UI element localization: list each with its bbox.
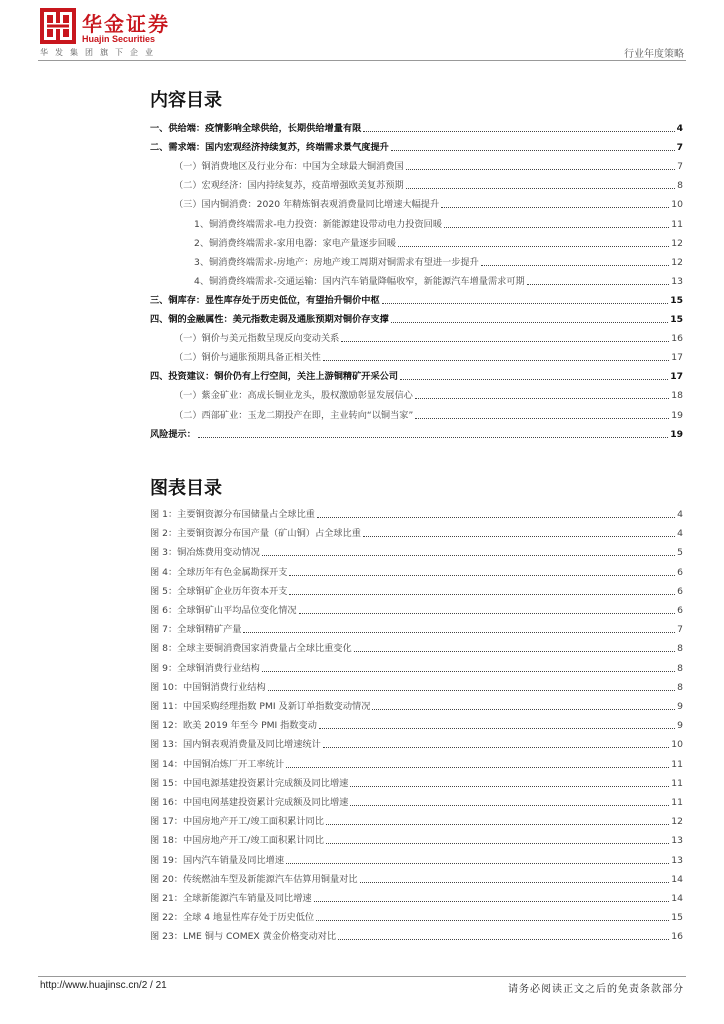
toc-entry-label: 图 23：LME 铜与 COMEX 黄金价格变动对比 — [150, 931, 337, 943]
logo-text-en: Huajin Securities — [82, 34, 156, 44]
toc-entry-page: 8 — [677, 643, 683, 655]
contents-toc-entry[interactable] — [150, 386, 683, 402]
toc-entry-page: 19 — [670, 428, 683, 440]
toc-entry-label: 图 21：全球新能源汽车销量及同比增速 — [150, 893, 312, 904]
figure-toc-entry[interactable] — [150, 582, 683, 598]
figure-toc-entry[interactable] — [150, 870, 683, 886]
toc-entry-label: （二）宏观经济：国内持续复苏，疫苗增强欧美复苏预期 — [174, 180, 404, 192]
figure-toc-entry[interactable] — [150, 659, 683, 675]
toc-entry-page: 6 — [677, 585, 683, 597]
company-logo — [40, 8, 170, 44]
figure-toc-entry[interactable] — [150, 851, 683, 867]
toc-leader-dots — [444, 227, 669, 228]
contents-toc-entry[interactable] — [150, 348, 683, 364]
figures-title: 图表目录 — [150, 478, 222, 499]
toc-entry-page: 14 — [671, 873, 683, 885]
figure-toc-entry[interactable] — [150, 524, 683, 540]
toc-entry-label: 图 10：中国铜消费行业结构 — [150, 681, 266, 693]
toc-entry-label: 图 15：中国电源基建投资累计完成额及同比增速 — [150, 777, 349, 789]
toc-entry-label: （一）铜消费地区及行业分布：中国为全球最大铜消费国 — [174, 161, 404, 173]
toc-entry-label: 图 22：全球 4 地显性库存处于历史低位 — [150, 912, 315, 924]
toc-leader-dots — [323, 360, 669, 361]
toc-leader-dots — [406, 169, 675, 170]
toc-leader-dots — [268, 690, 675, 691]
toc-entry-page: 6 — [677, 566, 683, 578]
toc-entry-page: 4 — [677, 509, 683, 520]
report-type: 行业年度策略 — [624, 49, 684, 60]
figure-toc-entry[interactable] — [150, 620, 683, 636]
toc-leader-dots — [372, 709, 675, 710]
toc-entry-label: 图 9：全球铜消费行业结构 — [150, 662, 260, 674]
toc-entry-label: 风险提示： — [150, 428, 196, 440]
figure-toc-entry[interactable] — [150, 889, 683, 905]
toc-leader-dots — [289, 575, 675, 576]
toc-entry-label: 四、铜的金融属性：美元指数走弱及通胀预期对铜价存支撑 — [150, 314, 389, 325]
toc-entry-label: 图 16：中国电网基建投资累计完成额及同比增速 — [150, 797, 349, 808]
toc-entry-page: 7 — [676, 142, 683, 154]
toc-entry-page: 18 — [671, 390, 683, 402]
toc-entry-page: 4 — [677, 528, 683, 540]
toc-entry-label: 3、铜消费终端需求-房地产：房地产竣工周期对铜需求有望进一步提升 — [194, 256, 479, 268]
contents-title: 内容目录 — [150, 90, 222, 111]
toc-leader-dots — [341, 341, 669, 342]
toc-entry-page: 11 — [671, 777, 683, 789]
toc-leader-dots — [406, 188, 675, 189]
figure-toc-entry[interactable] — [150, 927, 683, 943]
toc-entry-label: 四、投资建议：铜价仍有上行空间，关注上游铜精矿开采公司 — [150, 371, 399, 383]
footer-url[interactable]: http://www.huajinsc.cn/2 / 21 — [40, 980, 167, 991]
footer-divider — [38, 976, 686, 977]
toc-leader-dots — [317, 517, 675, 518]
toc-entry-label: 图 14：中国铜冶炼厂开工率统计 — [150, 758, 285, 770]
toc-entry-label: 一、供给端：疫情影响全球供给，长期供给增量有限 — [150, 123, 362, 134]
toc-entry-page: 6 — [677, 605, 683, 616]
toc-entry-label: 4、铜消费终端需求-交通运输：国内汽车销量降幅收窄，新能源汽车增量需求可期 — [194, 275, 525, 287]
footer-disclaimer: 请务必阅读正文之后的免责条款部分 — [508, 984, 684, 995]
figure-toc-entry[interactable] — [150, 774, 683, 790]
figure-toc-entry[interactable] — [150, 755, 683, 771]
toc-entry-label: 图 6：全球铜矿山平均品位变化情况 — [150, 605, 297, 616]
toc-entry-page: 12 — [671, 256, 683, 268]
toc-entry-page: 12 — [671, 237, 683, 249]
toc-entry-label: 图 3：铜冶炼费用变动情况 — [150, 547, 260, 559]
figure-toc-entry[interactable] — [150, 678, 683, 694]
toc-entry-label: （三）国内铜消费：2020 年精炼铜表观消费量同比增速大幅提升 — [174, 199, 440, 211]
toc-entry-page: 7 — [677, 624, 683, 636]
company-subtitle: 华发集团旗下企业 — [40, 48, 160, 57]
toc-entry-page: 15 — [670, 314, 683, 325]
contents-toc-entry[interactable] — [150, 119, 683, 135]
toc-leader-dots — [326, 824, 669, 825]
toc-leader-dots — [398, 246, 669, 247]
toc-entry-page: 13 — [671, 275, 683, 287]
toc-entry-label: 图 7：全球铜精矿产量 — [150, 624, 242, 636]
toc-leader-dots — [415, 418, 669, 419]
toc-entry-page: 16 — [671, 931, 683, 943]
contents-toc-entry[interactable] — [150, 138, 683, 154]
toc-entry-label: 图 1：主要铜资源分布国储量占全球比重 — [150, 509, 315, 520]
toc-entry-label: （一）紫金矿业：高成长铜业龙头，股权激励彰显发展信心 — [174, 390, 413, 402]
toc-entry-label: 三、铜库存：显性库存处于历史低位，有望抬升铜价中枢 — [150, 294, 380, 306]
toc-leader-dots — [481, 265, 670, 266]
figure-toc-entry[interactable] — [150, 735, 683, 751]
logo-mark-icon — [40, 8, 76, 44]
figure-toc-entry[interactable] — [150, 639, 683, 655]
toc-entry-page: 8 — [677, 662, 683, 674]
toc-entry-label: 2、铜消费终端需求-家用电器：家电产量逐步回暖 — [194, 237, 397, 249]
toc-entry-label: 二、需求端：国内宏观经济持续复苏，终端需求景气度提升 — [150, 142, 389, 154]
toc-entry-page: 19 — [671, 409, 683, 421]
figure-toc-entry[interactable] — [150, 543, 683, 559]
toc-entry-page: 16 — [671, 333, 683, 345]
contents-toc-entry[interactable] — [150, 291, 683, 307]
toc-entry-page: 17 — [671, 352, 683, 364]
toc-entry-page: 7 — [677, 161, 683, 173]
contents-toc-entry[interactable] — [150, 253, 683, 269]
toc-leader-dots — [289, 594, 675, 595]
toc-entry-page: 10 — [671, 739, 683, 751]
contents-toc-entry[interactable] — [150, 425, 683, 441]
toc-leader-dots — [286, 863, 669, 864]
contents-toc-entry[interactable] — [150, 272, 683, 288]
toc-entry-page: 14 — [671, 893, 683, 904]
toc-entry-page: 9 — [677, 720, 683, 732]
toc-entry-label: 1、铜消费终端需求-电力投资：新能源建设带动电力投资回暖 — [194, 218, 443, 230]
toc-entry-page: 8 — [677, 681, 683, 693]
contents-toc-entry[interactable] — [150, 157, 683, 173]
toc-leader-dots — [527, 284, 670, 285]
contents-toc-entry[interactable] — [150, 215, 683, 231]
toc-leader-dots — [354, 651, 675, 652]
contents-toc-entry[interactable] — [150, 234, 683, 250]
toc-leader-dots — [350, 786, 669, 787]
toc-entry-label: （一）铜价与美元指数呈现反向变动关系 — [174, 333, 340, 345]
page-header — [0, 0, 724, 64]
toc-leader-dots — [326, 843, 669, 844]
toc-entry-page: 11 — [671, 218, 683, 230]
toc-entry-label: 图 8：全球主要铜消费国家消费量占全球比重变化 — [150, 643, 352, 655]
toc-leader-dots — [441, 207, 669, 208]
figure-toc-entry[interactable] — [150, 697, 683, 713]
toc-entry-page: 11 — [671, 797, 683, 808]
toc-entry-label: （二）铜价与通胀预期具备正相关性 — [174, 352, 321, 364]
toc-leader-dots — [363, 536, 675, 537]
contents-toc-entry[interactable] — [150, 310, 683, 326]
toc-entry-page: 11 — [671, 758, 683, 770]
figure-toc-entry[interactable] — [150, 793, 683, 809]
toc-leader-dots — [262, 555, 675, 556]
toc-leader-dots — [363, 131, 674, 132]
toc-leader-dots — [286, 767, 669, 768]
toc-leader-dots — [198, 437, 668, 438]
header-divider — [38, 60, 686, 61]
figure-toc-entry[interactable] — [150, 716, 683, 732]
toc-leader-dots — [243, 632, 675, 633]
toc-leader-dots — [319, 728, 675, 729]
toc-entry-label: 图 12：欧美 2019 年至今 PMI 指数变动 — [150, 720, 317, 732]
toc-entry-label: 图 13：国内铜表观消费量及同比增速统计 — [150, 739, 321, 751]
toc-leader-dots — [338, 939, 669, 940]
toc-entry-page: 4 — [676, 123, 683, 134]
logo-text-cn: 华金证券 — [82, 12, 170, 36]
toc-entry-label: 图 2：主要铜资源分布国产量（矿山铜）占全球比重 — [150, 528, 361, 540]
contents-toc-entry[interactable] — [150, 176, 683, 192]
figure-toc-entry[interactable] — [150, 505, 683, 521]
toc-entry-label: 图 4：全球历年有色金属勘探开支 — [150, 566, 288, 578]
toc-entry-page: 12 — [671, 816, 683, 828]
toc-leader-dots — [400, 379, 668, 380]
toc-entry-label: 图 5：全球铜矿企业历年资本开支 — [150, 585, 288, 597]
toc-leader-dots — [299, 613, 676, 614]
toc-entry-page: 9 — [677, 701, 683, 712]
toc-entry-label: 图 19：国内汽车销量及同比增速 — [150, 854, 285, 866]
toc-entry-page: 8 — [677, 180, 683, 192]
toc-leader-dots — [391, 322, 668, 323]
toc-entry-label: 图 20：传统燃油车型及新能源汽车估算用铜量对比 — [150, 873, 358, 885]
toc-entry-label: 图 18：中国房地产开工/竣工面积累计同比 — [150, 835, 324, 847]
toc-leader-dots — [314, 901, 670, 902]
figure-toc-entry[interactable] — [150, 563, 683, 579]
toc-leader-dots — [415, 398, 669, 399]
toc-entry-page: 15 — [671, 912, 683, 924]
toc-entry-label: （二）西部矿业：玉龙二期投产在即，主业转向“以铜当家” — [174, 409, 414, 421]
toc-leader-dots — [391, 150, 675, 151]
figure-toc-entry[interactable] — [150, 812, 683, 828]
contents-toc-entry[interactable] — [150, 329, 683, 345]
toc-entry-label: 图 17：中国房地产开工/竣工面积累计同比 — [150, 816, 324, 828]
figure-toc-entry[interactable] — [150, 831, 683, 847]
figure-toc-entry[interactable] — [150, 908, 683, 924]
contents-toc-entry[interactable] — [150, 406, 683, 422]
toc-leader-dots — [360, 882, 670, 883]
figure-toc-entry[interactable] — [150, 601, 683, 617]
toc-entry-page: 15 — [670, 294, 683, 306]
toc-entry-page: 5 — [677, 547, 683, 559]
toc-entry-page: 17 — [670, 371, 683, 383]
toc-leader-dots — [382, 303, 669, 304]
contents-toc-entry[interactable] — [150, 367, 683, 383]
toc-leader-dots — [316, 920, 669, 921]
toc-entry-page: 10 — [671, 199, 683, 211]
toc-leader-dots — [262, 671, 675, 672]
toc-entry-label: 图 11：中国采购经理指数 PMI 及新订单指数变动情况 — [150, 701, 371, 712]
toc-leader-dots — [323, 747, 669, 748]
toc-entry-page: 13 — [671, 835, 683, 847]
toc-leader-dots — [350, 805, 669, 806]
contents-toc-entry[interactable] — [150, 195, 683, 211]
toc-entry-page: 13 — [671, 854, 683, 866]
